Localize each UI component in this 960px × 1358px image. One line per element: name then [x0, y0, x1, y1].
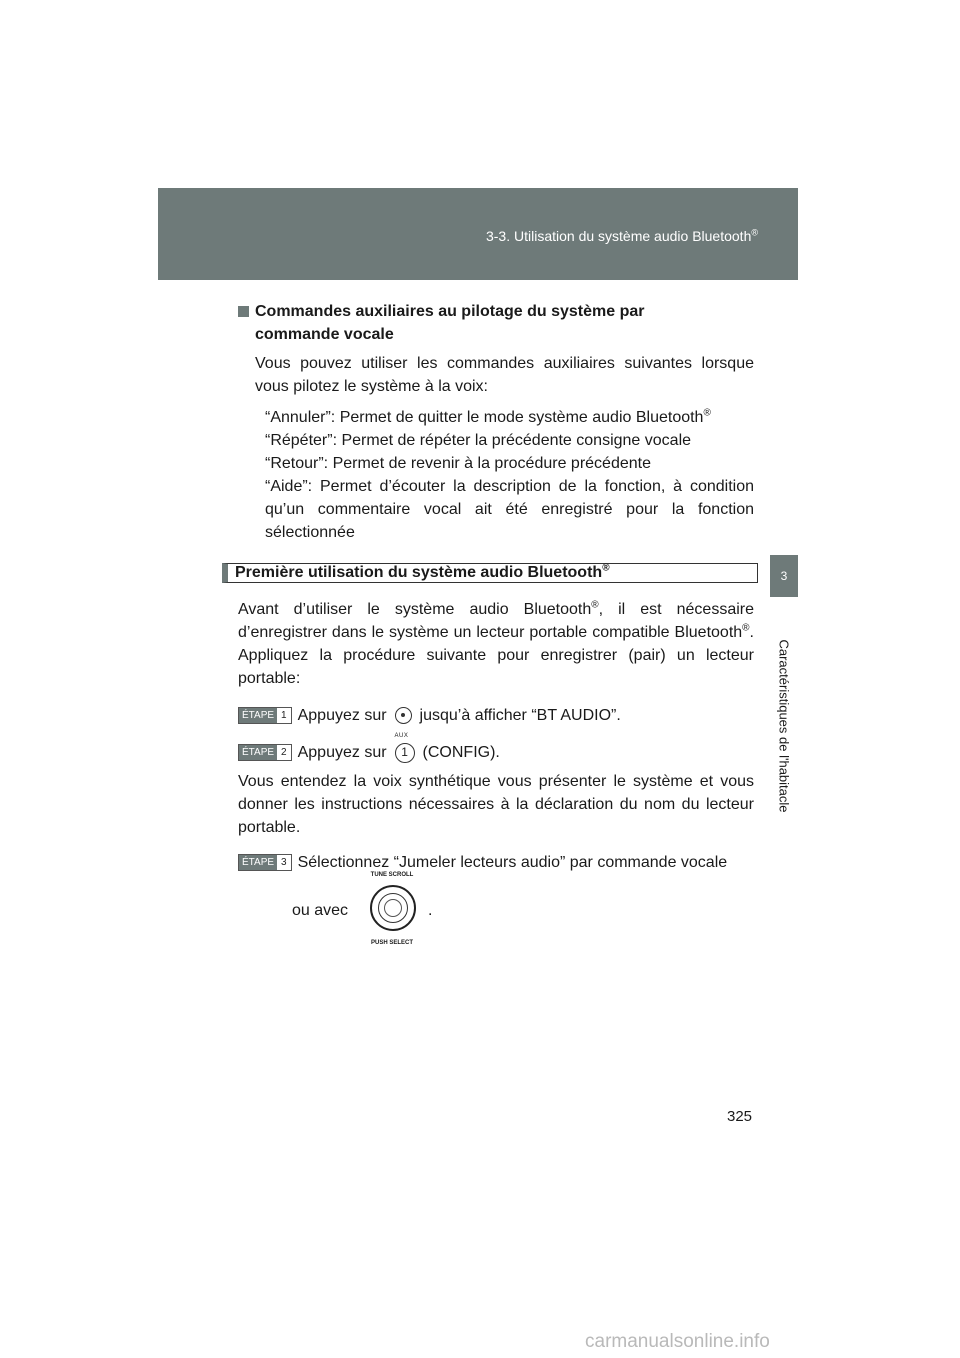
commands-list [238, 406, 754, 544]
step-1: ÉTAPE 1 Appuyez sur AUX jusqu’à afficher “BT AUDIO”. [238, 704, 754, 727]
watermark: carmanualsonline.info [585, 1331, 770, 1352]
step-2-note: Vous entendez la voix synthétique vous présenter le système et vous donner les instructions nécessaires à la déclaration du nom du lecteur portable. [238, 773, 754, 836]
step-3: ÉTAPE 3 Sélectionnez “Jumeler lecteurs audio” par commande vocale [238, 851, 754, 874]
preset-1-knob-icon: 1 [395, 743, 415, 763]
commands-heading: Commandes auxiliaires au pilotage du système par commande vocale [238, 300, 754, 346]
square-bullet-icon [238, 306, 249, 317]
section-title: 3-3. Utilisation du système audio Bluetooth® [485, 227, 758, 244]
first-use-heading: Première utilisation du système audio Bluetooth® [222, 563, 758, 583]
page-number: 325 [727, 1108, 753, 1125]
command-item: “Annuler”: Permet de quitter le mode système audio Bluetooth® [265, 407, 711, 426]
command-item: “Aide”: Permet d’écouter la description de la fonction, à condition qu’un commentaire vocal ait été enregistré pour la fonction sélectionnée [265, 478, 754, 541]
step-badge: ÉTAPE 1 [238, 707, 292, 724]
aux-knob-icon: AUX [395, 707, 412, 724]
first-use-intro: Avant d’utiliser le système audio Bluetooth®, il est nécessaire d’enregistrer dans le système un lecteur portable compatible Bluetooth®. Appliquez la procédure suivante pour enregistrer (pair) un lecteur portable: [238, 599, 754, 687]
chapter-label: Caractéristiques de l'habitacle [776, 639, 792, 813]
section-commands [238, 300, 754, 544]
period-text: . [428, 902, 433, 919]
or-with-text: ou avec [292, 902, 349, 919]
first-use-body [238, 598, 754, 874]
section-header-bar [158, 188, 798, 280]
command-item: “Retour”: Permet de revenir à la procédure précédente [265, 455, 651, 472]
tune-scroll-knob-icon: TUNE SCROLL PUSH SELECT [362, 872, 422, 946]
step-2: ÉTAPE 2 Appuyez sur 1 (CONFIG). [238, 741, 754, 764]
chapter-tab: 3 [770, 555, 798, 597]
step-badge: ÉTAPE 3 [238, 854, 292, 871]
command-item: “Répéter”: Permet de répéter la précédente consigne vocale [265, 432, 692, 449]
step-badge: ÉTAPE 2 [238, 744, 292, 761]
commands-intro: Vous pouvez utiliser les commandes auxiliaires suivantes lorsque vous pilotez le système à la voix: [255, 355, 754, 395]
